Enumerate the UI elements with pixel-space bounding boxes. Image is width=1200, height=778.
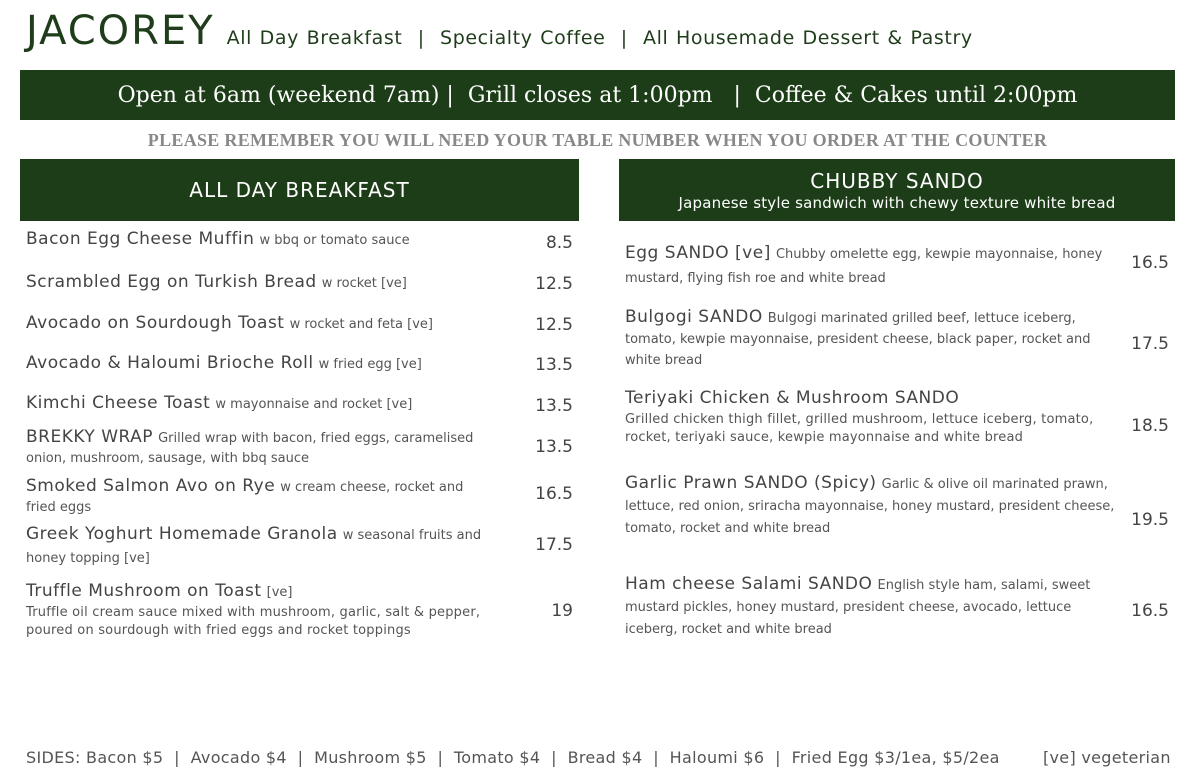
menu-item [625, 473, 1120, 539]
brand-name: JACOREY [26, 8, 215, 54]
veg-legend: [ve] vegeterian [1043, 748, 1171, 767]
item-price: 12.5 [535, 274, 573, 294]
item-desc: Grilled wrap with bacon, fried eggs, caramelised onion, mushroom, sausage, with bbq sauce [26, 431, 474, 466]
item-price: 12.5 [535, 315, 573, 335]
item-desc: Chubby omelette egg, kewpie mayonnaise, honey mustard, flying fish roe and white bread [625, 247, 1103, 286]
item-name: Avocado on Sourdough Toast [26, 313, 285, 333]
menu-item [26, 581, 496, 640]
item-price: 17.5 [1131, 334, 1169, 354]
item-desc: w mayonnaise and rocket [ve] [215, 397, 413, 412]
menu-item [625, 574, 1120, 640]
item-desc: w bbq or tomato sauce [259, 233, 410, 248]
item-price: 16.5 [535, 484, 573, 504]
item-price: 13.5 [535, 437, 573, 457]
menu-item [26, 428, 496, 468]
item-name: Scrambled Egg on Turkish Bread [26, 272, 317, 292]
table-number-notice: PLEASE REMEMBER YOU WILL NEED YOUR TABLE NUMBER WHEN YOU ORDER AT THE COUNTER [147, 130, 1048, 150]
item-veg-tag: [ve] [266, 585, 293, 600]
section-subtitle: Japanese style sandwich with chewy texture white bread [678, 193, 1116, 212]
item-price: 17.5 [535, 535, 573, 555]
item-desc: Garlic & olive oil marinated prawn, lettuce, red onion, sriracha mayonnaise, honey mustard, president cheese, tomato, rocket and white bread [625, 477, 1115, 536]
item-price: 16.5 [1131, 253, 1169, 273]
section-title: CHUBBY SANDO [810, 168, 984, 193]
item-name: BREKKY WRAP [26, 427, 154, 447]
item-price: 16.5 [1131, 601, 1169, 621]
item-name: Kimchi Cheese Toast [26, 393, 211, 413]
menu-item [26, 272, 496, 292]
item-price: 13.5 [535, 396, 573, 416]
menu-item [26, 353, 496, 373]
item-name: Ham cheese Salami SANDO [625, 574, 873, 594]
item-name: Bulgogi SANDO [625, 307, 763, 327]
menu-item [625, 388, 1120, 447]
item-name: Garlic Prawn SANDO (Spicy) [625, 473, 877, 493]
item-desc: w fried egg [ve] [318, 357, 422, 372]
item-price: 19 [551, 601, 573, 621]
item-name: Smoked Salmon Avo on Rye [26, 476, 276, 496]
item-desc: w rocket and feta [ve] [289, 317, 433, 332]
sides-list: SIDES: Bacon $5 | Avocado $4 | Mushroom $5 | Tomato $4 | Bread $4 | Haloumi $6 | Fried Egg $3/1ea, $5/2ea [26, 748, 1000, 767]
item-desc: w rocket [ve] [321, 276, 407, 291]
item-name: Avocado & Haloumi Brioche Roll [26, 353, 314, 373]
menu-item [26, 393, 496, 413]
tagline: All Day Breakfast | Specialty Coffee | All Housemade Dessert & Pastry [226, 27, 973, 49]
item-desc: Grilled chicken thigh fillet, grilled mushroom, lettuce iceberg, tomato, rocket, teriyaki sauce, kewpie mayonnaise and white bread [625, 412, 1094, 445]
item-desc: w cream cheese, rocket and fried eggs [26, 480, 464, 515]
item-price: 13.5 [535, 355, 573, 375]
menu-item [625, 307, 1120, 370]
item-price: 18.5 [1131, 416, 1169, 436]
section-title: ALL DAY BREAKFAST [189, 178, 410, 202]
item-name: Bacon Egg Cheese Muffin [26, 229, 255, 249]
item-desc: Truffle oil cream sauce mixed with mushroom, garlic, salt & pepper, poured on sourdough with fried eggs and rocket toppings [26, 605, 481, 638]
menu-item [26, 523, 496, 569]
item-price: 19.5 [1131, 510, 1169, 530]
item-desc: Bulgogi marinated grilled beef, lettuce iceberg, tomato, kewpie mayonnaise, president cheese, black paper, rocket and white bread [625, 311, 1091, 368]
item-price: 8.5 [545, 233, 573, 253]
menu-item [26, 313, 496, 333]
item-desc: w seasonal fruits and honey topping [ve] [26, 528, 482, 566]
item-name: Teriyaki Chicken & Mushroom SANDO [625, 388, 960, 408]
menu-item [26, 229, 496, 249]
item-name: Greek Yoghurt Homemade Granola [26, 524, 338, 544]
menu-item [625, 242, 1120, 290]
opening-hours-bar: Open at 6am (weekend 7am) | Grill closes at 1:00pm | Coffee & Cakes until 2:00pm [20, 70, 1175, 120]
menu-item [26, 477, 496, 517]
item-desc: English style ham, salami, sweet mustard pickles, honey mustard, president cheese, avocado, lettuce iceberg, rocket and white bread [625, 578, 1091, 637]
menu-header [26, 8, 973, 54]
section-header-breakfast [20, 159, 579, 221]
section-header-sando [619, 159, 1175, 221]
item-name: Egg SANDO [ve] [625, 243, 771, 263]
item-name: Truffle Mushroom on Toast [26, 581, 262, 601]
